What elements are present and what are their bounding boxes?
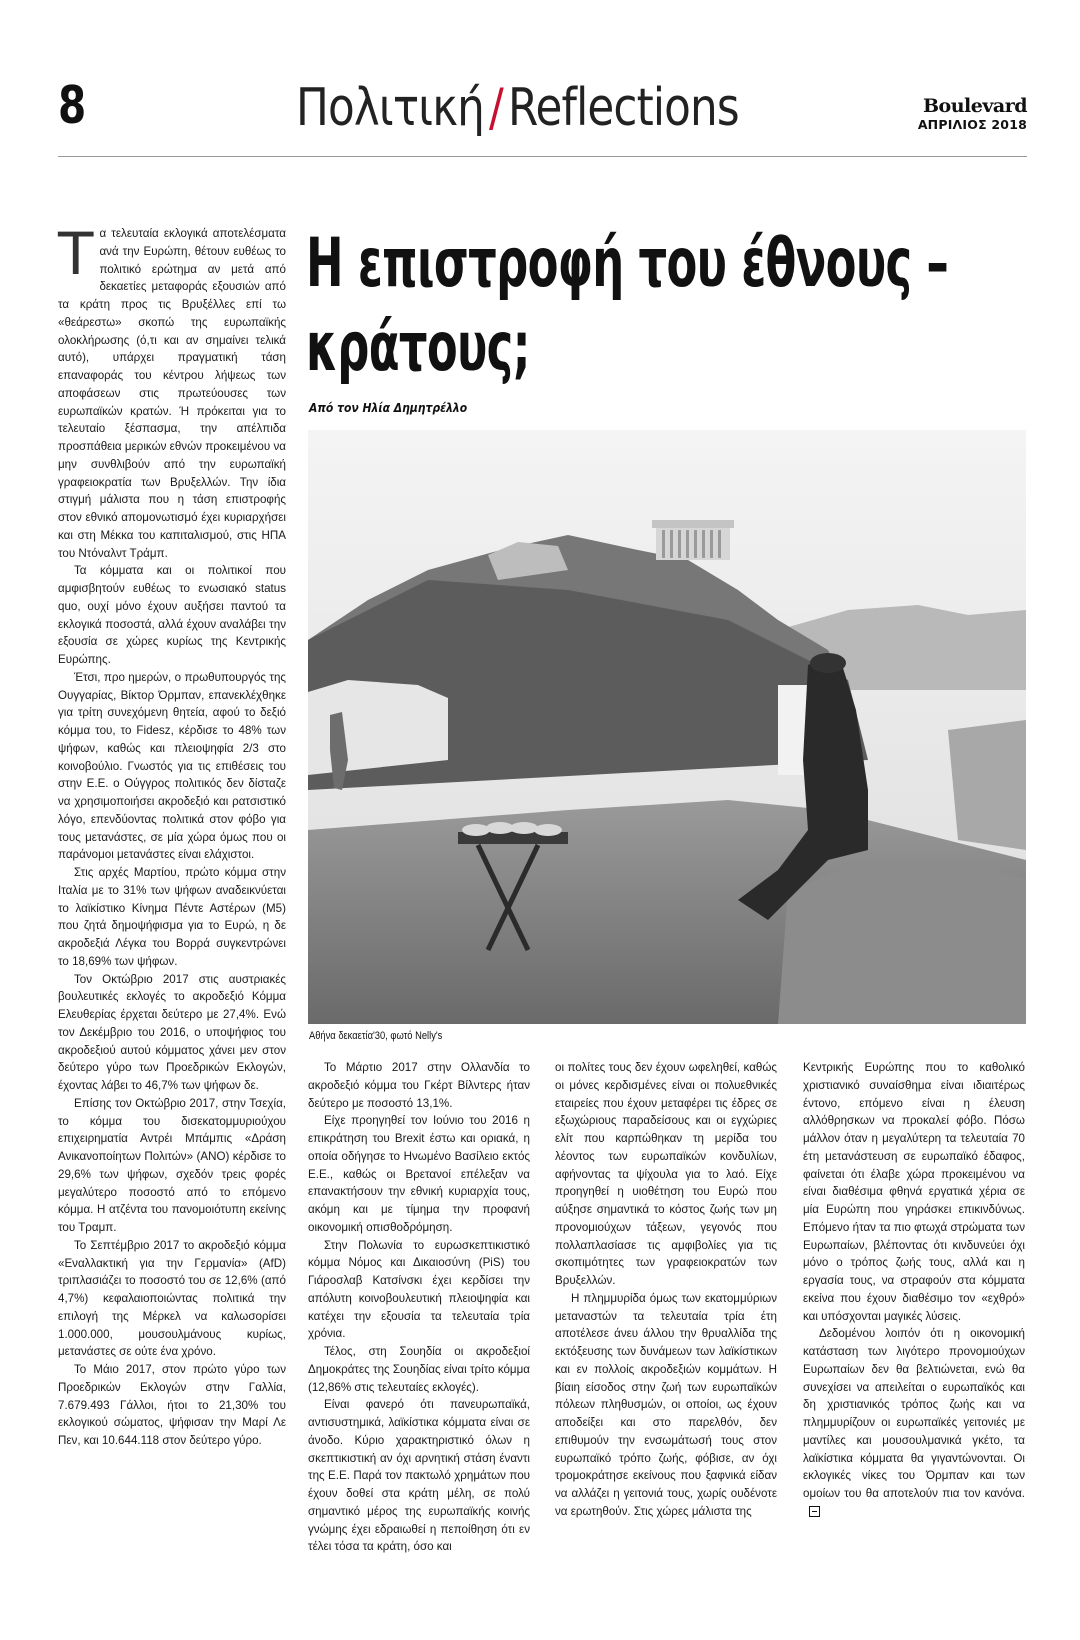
headline-line-1: Η επιστροφή του έθνους – bbox=[306, 224, 949, 303]
photo-vendor-head bbox=[810, 653, 846, 673]
article-column-1 bbox=[58, 220, 286, 1450]
section-title bbox=[296, 78, 739, 138]
paragraph: οι πολίτες τους δεν έχουν ωφεληθεί, καθώς οι μόνες κερδισμένες είναι οι πολυεθνικές εταιρείες που έχουν μεταφέρει τις έδρες σε εξωχώριους παραδείσους και οι εγχώριες ελίτ που καρπώθηκαν τη μερίδα του λέοντος των ευρωπαϊκών κονδυλίων, αφήνοντας τα ψίχουλα για το λαό. Είχε προηγηθεί η υιοθέτηση του Ευρώ που αύξησε σημαντικά το κόστος ζωής των μη προνομιούχων τάξεων, γεγονός που πολλαπλασίασε τις αμφιβολίες για τις σκοπιμότητες των γραφειοκρατών των Βρυξελλών. bbox=[555, 1061, 777, 1287]
photo-church-wall bbox=[308, 680, 448, 775]
paragraph: Το Μάιο 2017, στον πρώτο γύρο των Προεδρικών Εκλογών στην Γαλλία, 7.679.493 Γάλλοι, ήτοι το 21,30% του εκλογικού σώματος, ψήφισαν την Μαρί Λε Πεν, και 10.644.118 στον δεύτερο γύρο. bbox=[58, 1363, 286, 1447]
publication-name: Boulevard bbox=[923, 95, 1027, 117]
paragraph: α τελευταία εκλογικά αποτελέσματα ανά την Ευρώπη, θέτουν ευθέως το πολιτικό ερώτημα αν μετά από δεκαετίες μεταφοράς εξουσιών από τα κράτη προς τις Βρυξέλλες επί τω «θεάρεστω» σκοπώ της ευρωπαϊκής ολοκλήρωσης (ό,τι και αν σημαίνει τελικά αυτό), υπάρχει πραγματική τάση επαναφοράς του κέντρου λήψεως των αποφάσεων στις πρωτεύουσες των ευρωπαϊκών κρατών. Ή πρόκειται για το τελευταίο ξέσπασμα, την απέλπιδα προσπάθεια μερικών εθνών προκειμένου να μην συνθλιβούν από την ευρωπαϊκή γραφειοκρατία των Βρυξελλών. Την ίδια στιγμή μάλιστα που η τάση επιστροφής στον εθνικό απομονωτισμό έχει κυριαρχήσει και στη Μέκκα του καπιταλισμού, στις ΗΠΑ του Ντόναλντ Τράμπ. bbox=[58, 227, 286, 560]
paragraph: Είναι φανερό ότι πανευρωπαϊκά, αντισυστημικά, λαϊκίστικα κόμματα είναι σε άνοδο. Κύριο χαρακτηριστικό όλων η σκεπτικιστική αν όχι αρνητική στάση έναντι της Ε.Ε. Παρά τον πακτωλό χρημάτων που έχουν δοθεί στα κράτη μέλη, σε πολύ σημαντικό μέρος της ευρωπαϊκής κοινής γνώμης έχει εδραιωθεί η πεποίθηση ότι εν τέλει τόσα τα κράτη, όσο και bbox=[308, 1398, 530, 1554]
headline-line-2: κράτους; bbox=[306, 308, 530, 387]
paragraph-text: Δεδομένου λοιπόν ότι η οικονομική κατάσταση των λιγότερο προνομιούχων Ευρωπαίων δεν θα βελτιώνεται, ενώ θα συνεχίσει να απειλείται ο ευρωπαϊκός και δη χριστιανικός τρόπος ζωής και να πλημμυρίζουν οι ευρωπαϊκές γειτονιές με μαντίλες και μουσουλμανικά γκέτο, τα λαϊκίστικα κόμματα θα γιγαντώνονται. Οι εκλογικές νίκες του Όρμπαν και των ομοίων του θα αποτελούν πια τον κανόνα. bbox=[803, 1327, 1025, 1500]
drop-cap: Τ bbox=[58, 220, 94, 288]
paragraph: Είχε προηγηθεί τον Ιούνιο του 2016 η επικράτηση του Brexit έστω και οριακά, η οποία οδήγησε το Ηνωμένο Βασίλειο εκτός Ε.Ε., καθώς οι Βρετανοί επέλεξαν να επανακτήσουν την εθνική κυριαρχία τους, ακόμη και με τίμημα την προφανή οικονομική οπισθοδρόμηση. bbox=[308, 1114, 530, 1234]
paragraph: Το Μάρτιο 2017 στην Ολλανδία το ακροδεξιό κόμμα του Γκέρτ Βίλντερς ήταν δεύτερο με ποσοστό 13,1%. bbox=[308, 1061, 530, 1110]
section-title-greek: Πολιτική bbox=[296, 78, 484, 138]
paragraph: Τέλος, στη Σουηδία οι ακροδεξιοί Δημοκράτες της Σουηδίας είναι τρίτο κόμμα (12,86% στις τελευταίες εκλογές). bbox=[308, 1345, 530, 1394]
end-of-article-icon bbox=[809, 1506, 820, 1517]
article-photo bbox=[308, 430, 1026, 1024]
paragraph: Η πλημμυρίδα όμως των εκατομμύριων μεταναστών τα τελευταία τρία έτη αποτέλεσε άνευ άλλου την θρυαλλίδα της εκτόξευσης των δυνάμεων των λαϊκίστικων και εν πολλοίς ακροδεξιών κομμάτων. Η βίαιη είσοδος στην ζωή των ευρωπαϊκών πόλεων πληθυσμών, οι οποίοι, ως έχουν αποδείξει και στο παρελθόν, δεν επιθυμούν την ενσωμάτωσή τους στον ευρωπαϊκό τρόπο ζωής, φόβισε, αν όχι τρομοκράτησε εκείνους που ξαφνικά είδαν να αλλάζει η γειτονιά τους, χωρίς ουδένοτε να ερωτηθούν. Στις χώρες μάλιστα της bbox=[555, 1291, 777, 1518]
paragraph: Το Σεπτέμβριο 2017 το ακροδεξιό κόμμα «Εναλλακτική για την Γερμανία» (AfD) τριπλασιάζει το ποσοστό του σε 12,6% (από 4,7%) κεφαλαιοποιώντας πολιτικά την επιλογή της Μέρκελ να καλωσορίσει 1.000.000, μουσουλμάνους κυρίως, μετανάστες σε ούτε ένα χρόνο. bbox=[58, 1238, 286, 1359]
header-divider bbox=[58, 156, 1027, 157]
paragraph: Επίσης τον Οκτώβριο 2017, στην Τσεχία, το κόμμα του δισεκατομμυριούχου επιχειρηματία Αντρέι Μπάμπις «Δράση Ανικανοποίητων Πολιτών» (ΑΝΟ) κέρδισε το 29,6% των ψήφων, σχεδόν τρεις φορές μεγαλύτερο ποσοστό από το επόμενο κόμμα. Η ατζέντα του πανομοιότυπη εκείνης του Τραμπ. bbox=[58, 1096, 286, 1234]
article-byline: Από τον Ηλία Δημητρέλλο bbox=[309, 401, 468, 415]
paragraph: Έτσι, προ ημερών, ο πρωθυπουργός της Ουγγαρίας, Βίκτορ Όρμπαν, επανεκλέχθηκε για τρίτη συνεχόμενη θητεία, αφού το δεξιό κόμμα του, το Fidesz, κέρδισε το 48% των ψήφων, καθώς και πλειοψηφία 2/3 στο κοινοβούλιο. Γνωστός για τις επιθέσεις του στην Ε.Ε. ο Ούγγρος πολιτικός δεν δίσταζε να χρησιμοποιήσει ακροδεξιό και ρατσιστικό λόγο, επενδύοντας πολιτικά στον φόβο για τους μετανάστες, σε μία χώρα όμως που οι παράνομοι μετανάστες είναι ελάχιστοι. bbox=[58, 670, 286, 862]
photo-parthenon-roofline bbox=[652, 520, 734, 528]
article-column-3 bbox=[555, 1059, 777, 1521]
article-headline bbox=[306, 222, 1032, 390]
photo-right-ruins bbox=[948, 720, 1026, 850]
paragraph: Τον Οκτώβριο 2017 στις αυστριακές βουλευτικές εκλογές το ακροδεξιό Κόμμα Ελευθερίας έρχεται δεύτερο με 27,4%. Ενώ τον Δεκέμβριο του 2016, ο υποψήφιος του ακροδεξιού αυτού κόμματος χάνει μεν στον δεύτερο γύρο των Προεδρικών Εκλογών, έχοντας λάβει το 46,7% των ψήφων δε. bbox=[58, 972, 286, 1092]
paragraph bbox=[803, 1325, 1025, 1520]
paragraph: Κεντρικής Ευρώπης που το καθολικό χριστιανικό συναίσθημα είναι ιδιαιτέρως έντονο, επόμενο είναι η έλευση αλλόθρησκων να προκαλεί φόβο. Πόσω μάλλον όταν η μεγαλύτερη τα τελευταία 70 έτη μετανάστευση σε ευρωπαϊκό έδαφος, φαίνεται ότι έλαβε χώρα προκειμένου να είναι διαθέσιμα φθηνά εργατικά χέρια σε μία Ευρώπη που γηράσκει επικινδύνως. Επόμενο ήταν τα πιο φτωχά στρώματα των Ευρωπαίων, βλέποντας ότι κινδυνεύει όχι μόνο ο τρόπος ζωής τους, αλλά και η εργασία τους, να στραφούν στα κόμματα εκείνα που έχουν διαθέσιμο τον «εχθρό» και υπόσχονται μαγικές λύσεις. bbox=[803, 1061, 1025, 1323]
photo-foreground-rock bbox=[778, 860, 1026, 1024]
article-column-2 bbox=[308, 1059, 530, 1556]
paragraph: Στις αρχές Μαρτίου, πρώτο κόμμα στην Ιταλία με το 31% των ψήφων αναδεικνύεται το λαϊκίστικο Κίνημα Πέντε Αστέρων (M5) που ζητά δημοψήφισμα για το Ευρώ, η δε ακροδεξιά Λέγκα του Βορρά συγκεντρώνει το 18,69% των ψήφων. bbox=[58, 866, 286, 968]
article-column-4 bbox=[803, 1059, 1025, 1521]
section-separator: / bbox=[489, 78, 503, 138]
photo-illustration bbox=[308, 430, 1026, 1024]
paragraph: Τα κόμματα και οι πολιτικοί που αμφισβητούν ευθέως το ενωσιακό status quo, ουχί μόνο έχουν αυξήσει παντού τα εκλογικά ποσοστά, αλλά έχουν αναλάβει την εξουσία σε χώρες κυρίως της Κεντρικής Ευρώπης. bbox=[58, 564, 286, 666]
photo-caption: Αθήνα δεκαετία'30, φωτό Nelly's bbox=[309, 1030, 443, 1042]
page-number: 8 bbox=[58, 76, 86, 136]
issue-date: ΑΠΡΙΛΙΟΣ 2018 bbox=[917, 117, 1027, 132]
section-title-english: Reflections bbox=[507, 78, 739, 138]
paragraph: Στην Πολωνία το ευρωσκεπτικιστικό κόμμα Νόμος και Δικαιοσύνη (PiS) του Γιάροσλαβ Κατσίνσκι έχει κερδίσει την απόλυτη κοινοβουλευτική πλειοψηφία και κατέχει την εξουσία τα τελευταία τρία χρόνια. bbox=[308, 1238, 530, 1341]
